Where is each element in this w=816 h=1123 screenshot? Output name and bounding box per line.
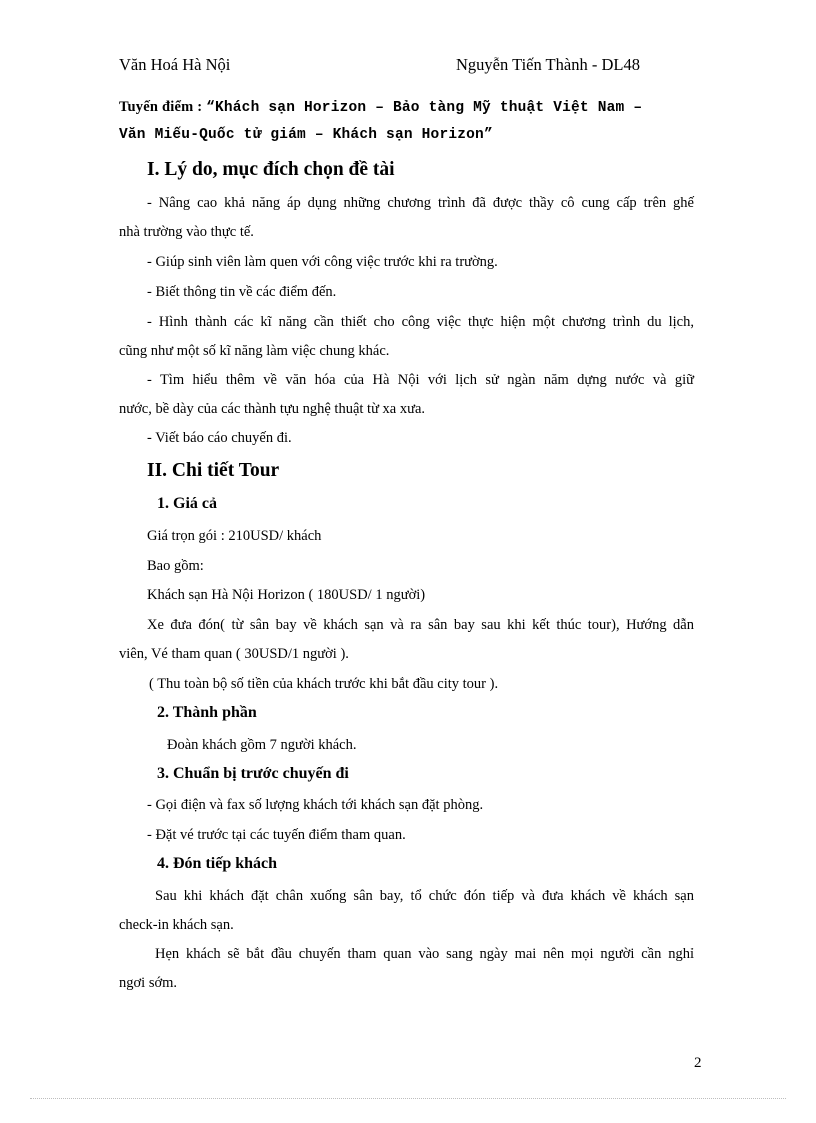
sub-2-title: 2. Thành phần — [157, 704, 257, 721]
section-1-title: I. Lý do, mục đích chọn đề tài — [147, 159, 395, 180]
route-line-2: Văn Miếu-Quốc tử giám – Khách sạn Horizon” — [119, 127, 493, 143]
hotel-line: Khách sạn Hà Nội Horizon ( 180USD/ 1 người) — [147, 587, 426, 603]
route-text-1: “Khách sạn Horizon – Bảo tàng Mỹ thuật Việt Nam – — [206, 100, 643, 116]
s1-item-4-line-1: - Hình thành các kĩ năng cần thiết cho công việc thực hiện một chương trình du lịch, — [147, 314, 694, 330]
welcome-para-2-line-1: Hẹn khách sẽ bắt đầu chuyến tham quan vào sang ngày mai nên mọi người cần nghỉ — [155, 946, 694, 962]
group-size: Đoàn khách gồm 7 người khách. — [167, 737, 357, 753]
header-right: Nguyễn Tiến Thành - DL48 — [456, 55, 640, 74]
s1-item-6: - Viết báo cáo chuyến đi. — [147, 430, 292, 446]
page-bottom-divider — [30, 1098, 786, 1099]
prep-item-2: - Đặt vé trước tại các tuyến điểm tham quan. — [147, 827, 406, 843]
sub-4-title: 4. Đón tiếp khách — [157, 855, 278, 872]
s1-item-1-line-2: nhà trường vào thực tế. — [119, 224, 254, 240]
welcome-para-1-line-2: check-in khách sạn. — [119, 917, 234, 933]
transport-line-1: Xe đưa đón( từ sân bay về khách sạn và ra sân bay sau khi kết thúc tour), Hướng dẫn — [147, 617, 694, 633]
transport-line-2: viên, Vé tham quan ( 30USD/1 người ). — [119, 646, 349, 662]
s1-item-2: - Giúp sinh viên làm quen với công việc trước khi ra trường. — [147, 254, 498, 270]
header-left: Văn Hoá Hà Nội — [119, 55, 231, 74]
includes-label: Bao gồm: — [147, 558, 204, 574]
s1-item-1-line-1: - Nâng cao khả năng áp dụng những chương trình đã được thầy cô cung cấp trên ghế — [147, 195, 694, 211]
price-line: Giá trọn gói : 210USD/ khách — [147, 528, 322, 544]
s1-item-4-line-2: cũng như một số kĩ năng làm việc chung khác. — [119, 343, 390, 359]
sub-3-title: 3. Chuẩn bị trước chuyến đi — [157, 765, 349, 782]
welcome-para-1-line-1: Sau khi khách đặt chân xuống sân bay, tổ chức đón tiếp và đưa khách về khách sạn — [155, 888, 694, 904]
route-label: Tuyến điểm : — [119, 99, 203, 115]
route-line-1 — [119, 99, 642, 116]
s1-item-5-line-2: nước, bề dày của các thành tựu nghệ thuật từ xa xưa. — [119, 401, 426, 417]
welcome-para-2-line-2: ngơi sớm. — [119, 975, 178, 991]
s1-item-5-line-1: - Tìm hiểu thêm về văn hóa của Hà Nội với lịch sử ngàn năm dựng nước và giữ — [147, 372, 694, 388]
s1-item-3: - Biết thông tin về các điểm đến. — [147, 284, 337, 300]
sub-1-title: 1. Giá cả — [157, 495, 217, 512]
payment-note: ( Thu toàn bộ số tiền của khách trước khi bắt đầu city tour ). — [149, 676, 499, 692]
page-number: 2 — [694, 1055, 702, 1071]
prep-item-1: - Gọi điện và fax số lượng khách tới khách sạn đặt phòng. — [147, 797, 484, 813]
section-2-title: II. Chi tiết Tour — [147, 460, 280, 481]
